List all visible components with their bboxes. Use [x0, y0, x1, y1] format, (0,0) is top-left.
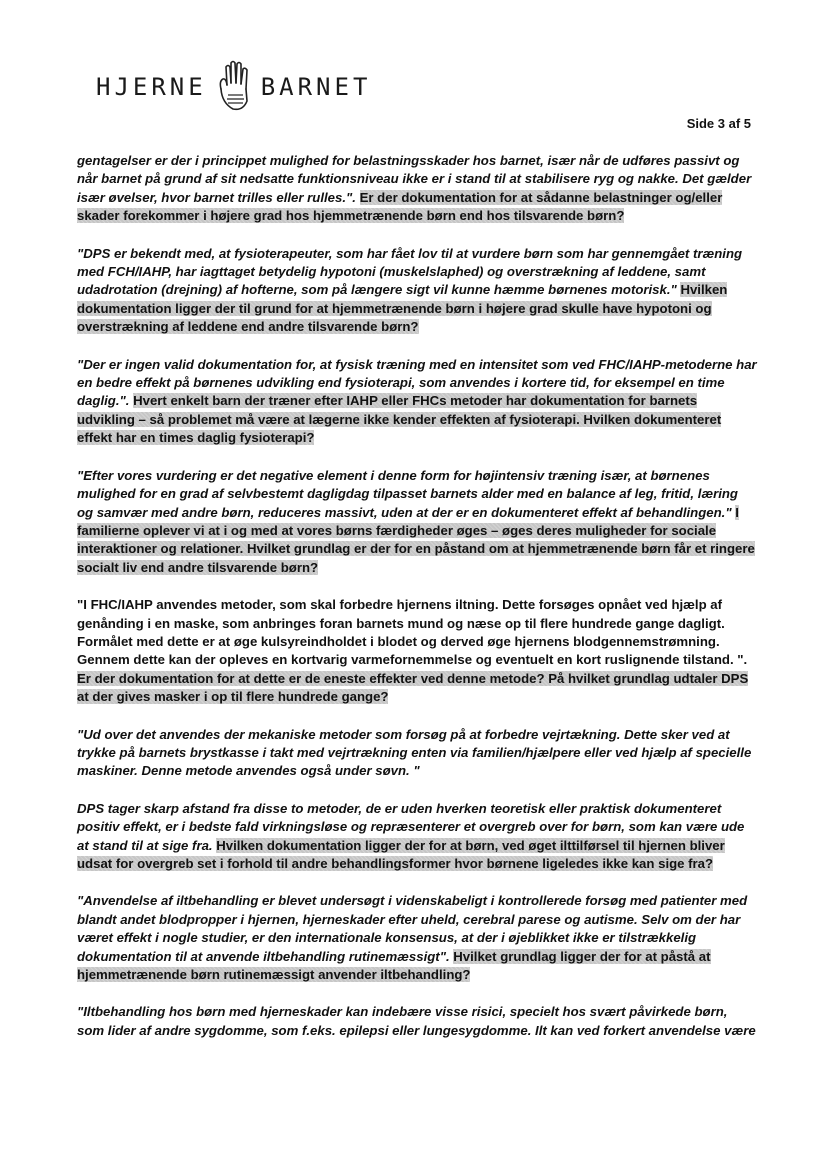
paragraph-5 — [77, 596, 757, 706]
quote-text: gentagelser er der i princippet mulighed for belastningsskader hos barnet, især når de udføres passivt og når barnet på grund af sit nedsatte funktionsniveau ikke er i stand til at stabilisere ryg og nakke. Det gælder især øvelser, hvor barnet trilles eller rulles.". — [77, 153, 752, 205]
paragraph-7 — [77, 800, 757, 874]
paragraph-3 — [77, 356, 757, 448]
quote-text: "Der er ingen valid dokumentation for, at fysisk træning med en intensitet som ved FHC/IAHP-metoderne har en bedre effekt på børnenes udvikling end fysioterapi, som anvendes i kortere tid, for eksempel en time daglig.". — [77, 356, 757, 409]
highlighted-question: Hvilken dokumentation ligger der for at børn, ved øget ilttilførsel til hjernen bliver udsat for overgreb set i forhold til andre behandlingsformer hvor børnene ligeledes ikke kan sige fra? — [77, 837, 725, 871]
quote-text: "Ud over det anvendes der mekaniske metoder som forsøg på at forbedre vejrtækning. Dette sker ved at trykke på barnets brystkasse i takt med vejrtrækning enten via familien/hjælpere eller ved hjælp af specielle maskiner. Denne metode anvendes også under søvn. " — [77, 726, 752, 779]
logo-text-left: HJERNE — [96, 73, 207, 101]
hand-icon — [213, 59, 257, 115]
page-number: Side 3 af 5 — [686, 116, 751, 131]
quote-text: DPS tager skarp afstand fra disse to metoder, de er uden hverken teoretisk eller praktisk dokumenteret positiv effekt, er i bedste fald virkningsløse og repræsenterer et overgreb over for børn, som kan være ude at stand til at sige fra. — [77, 800, 745, 853]
document-body — [77, 152, 757, 1059]
highlighted-question: I familierne oplever vi at i og med at vores børns færdigheder øges – øges deres muligheder for sociale interaktioner og relationer. Hvilket grundlag er der for en påstand om at hjemmetrænende børn får et ringere socialt liv end andre tilsvarende børn? — [77, 504, 755, 575]
paragraph-9 — [77, 1003, 757, 1040]
plain-text: "I FHC/IAHP anvendes metoder, som skal forbedre hjernens iltning. Dette forsøges opnået ved hjælp af genånding i en maske, som anbringes foran barnets mund og næse op til flere hundrede gange dagligt. Formålet med dette er at øge kulsyreindholdet i blodet og derved øge hjernens blodgennemstrømning. Gennem dette kan der opleves en kortvarig varmefornemmelse og eventuelt en kort ruslignende tilstand. ". — [77, 597, 748, 668]
highlighted-question: Hvilket grundlag ligger der for at påstå at hjemmetrænende børn rutinemæssigt anvender iltbehandling? — [77, 948, 711, 983]
paragraph-2 — [77, 245, 757, 337]
paragraph-6 — [77, 726, 757, 781]
logo-text-right: BARNET — [260, 73, 372, 101]
quote-text: "Anvendelse af iltbehandling er blevet undersøgt i videnskabeligt i kontrollerede forsøg med patienter med blandt andet blodpropper i hjernen, hjerneskader efter uheld, cerebral parese og autisme. Selv om der har været effekt i nogle studier, er den internationale konsensus, at der i øjeblikket ikke er tilstrækkelig dokumentation til at anvende iltbehandling rutinemæssigt". — [77, 893, 748, 964]
quote-text: "DPS er bekendt med, at fysioterapeuter, som har fået lov til at vurdere børn som har gennemgået træning med FCH/IAHP, har iagttaget betydelig hypotoni (muskelslaphed) og overstrækning af leddene, samt udadrotation (drejning) af hofterne, som på længere sigt vil kunne hæmme børnenes motorisk." — [77, 245, 743, 298]
logo — [96, 52, 371, 122]
paragraph-1 — [77, 152, 757, 226]
quote-text: "Efter vores vurdering er det negative element i denne form for højintensiv træning især, at børnenes mulighed for en grad af selvbestemt dagligdag tilpasset barnets alder med en balance af leg, fritid, læring og samvær med andre børn, reduceres massivt, uden at der er en dokumenteret effekt af behandlingen." — [77, 467, 738, 520]
highlighted-question: Hvilken dokumentation ligger der til grund for at hjemmetrænende børn i højere grad skulle have hypotoni og overstrækning af leddene end andre tilsvarende børn? — [77, 282, 728, 335]
paragraph-4 — [77, 467, 757, 577]
highlighted-question: Hvert enkelt barn der træner efter IAHP eller FHCs metoder har dokumentation for barnets udvikling – så problemet må være at lægerne ikke kender effekten af fysioterapi. Hvilken dokumenteret effekt har en times daglig fysioterapi? — [77, 393, 722, 446]
highlighted-question: Er der dokumentation for at sådanne belastninger og/eller skader forekommer i højere grad hos hjemmetrænende børn end hos tilsvarende børn? — [77, 189, 723, 224]
paragraph-8 — [77, 892, 757, 984]
quote-text: "Iltbehandling hos børn med hjerneskader kan indebære visse risici, specielt hos svært påvirkede børn, som lider af andre sygdomme, som f.eks. epilepsi eller lungesygdomme. Ilt kan ved forkert anvendelse være — [77, 1004, 756, 1038]
highlighted-question: Er der dokumentation for at dette er de eneste effekter ved denne metode? På hvilket grundlag udtaler DPS at der gives masker i op til flere hundrede gange? — [77, 670, 749, 705]
